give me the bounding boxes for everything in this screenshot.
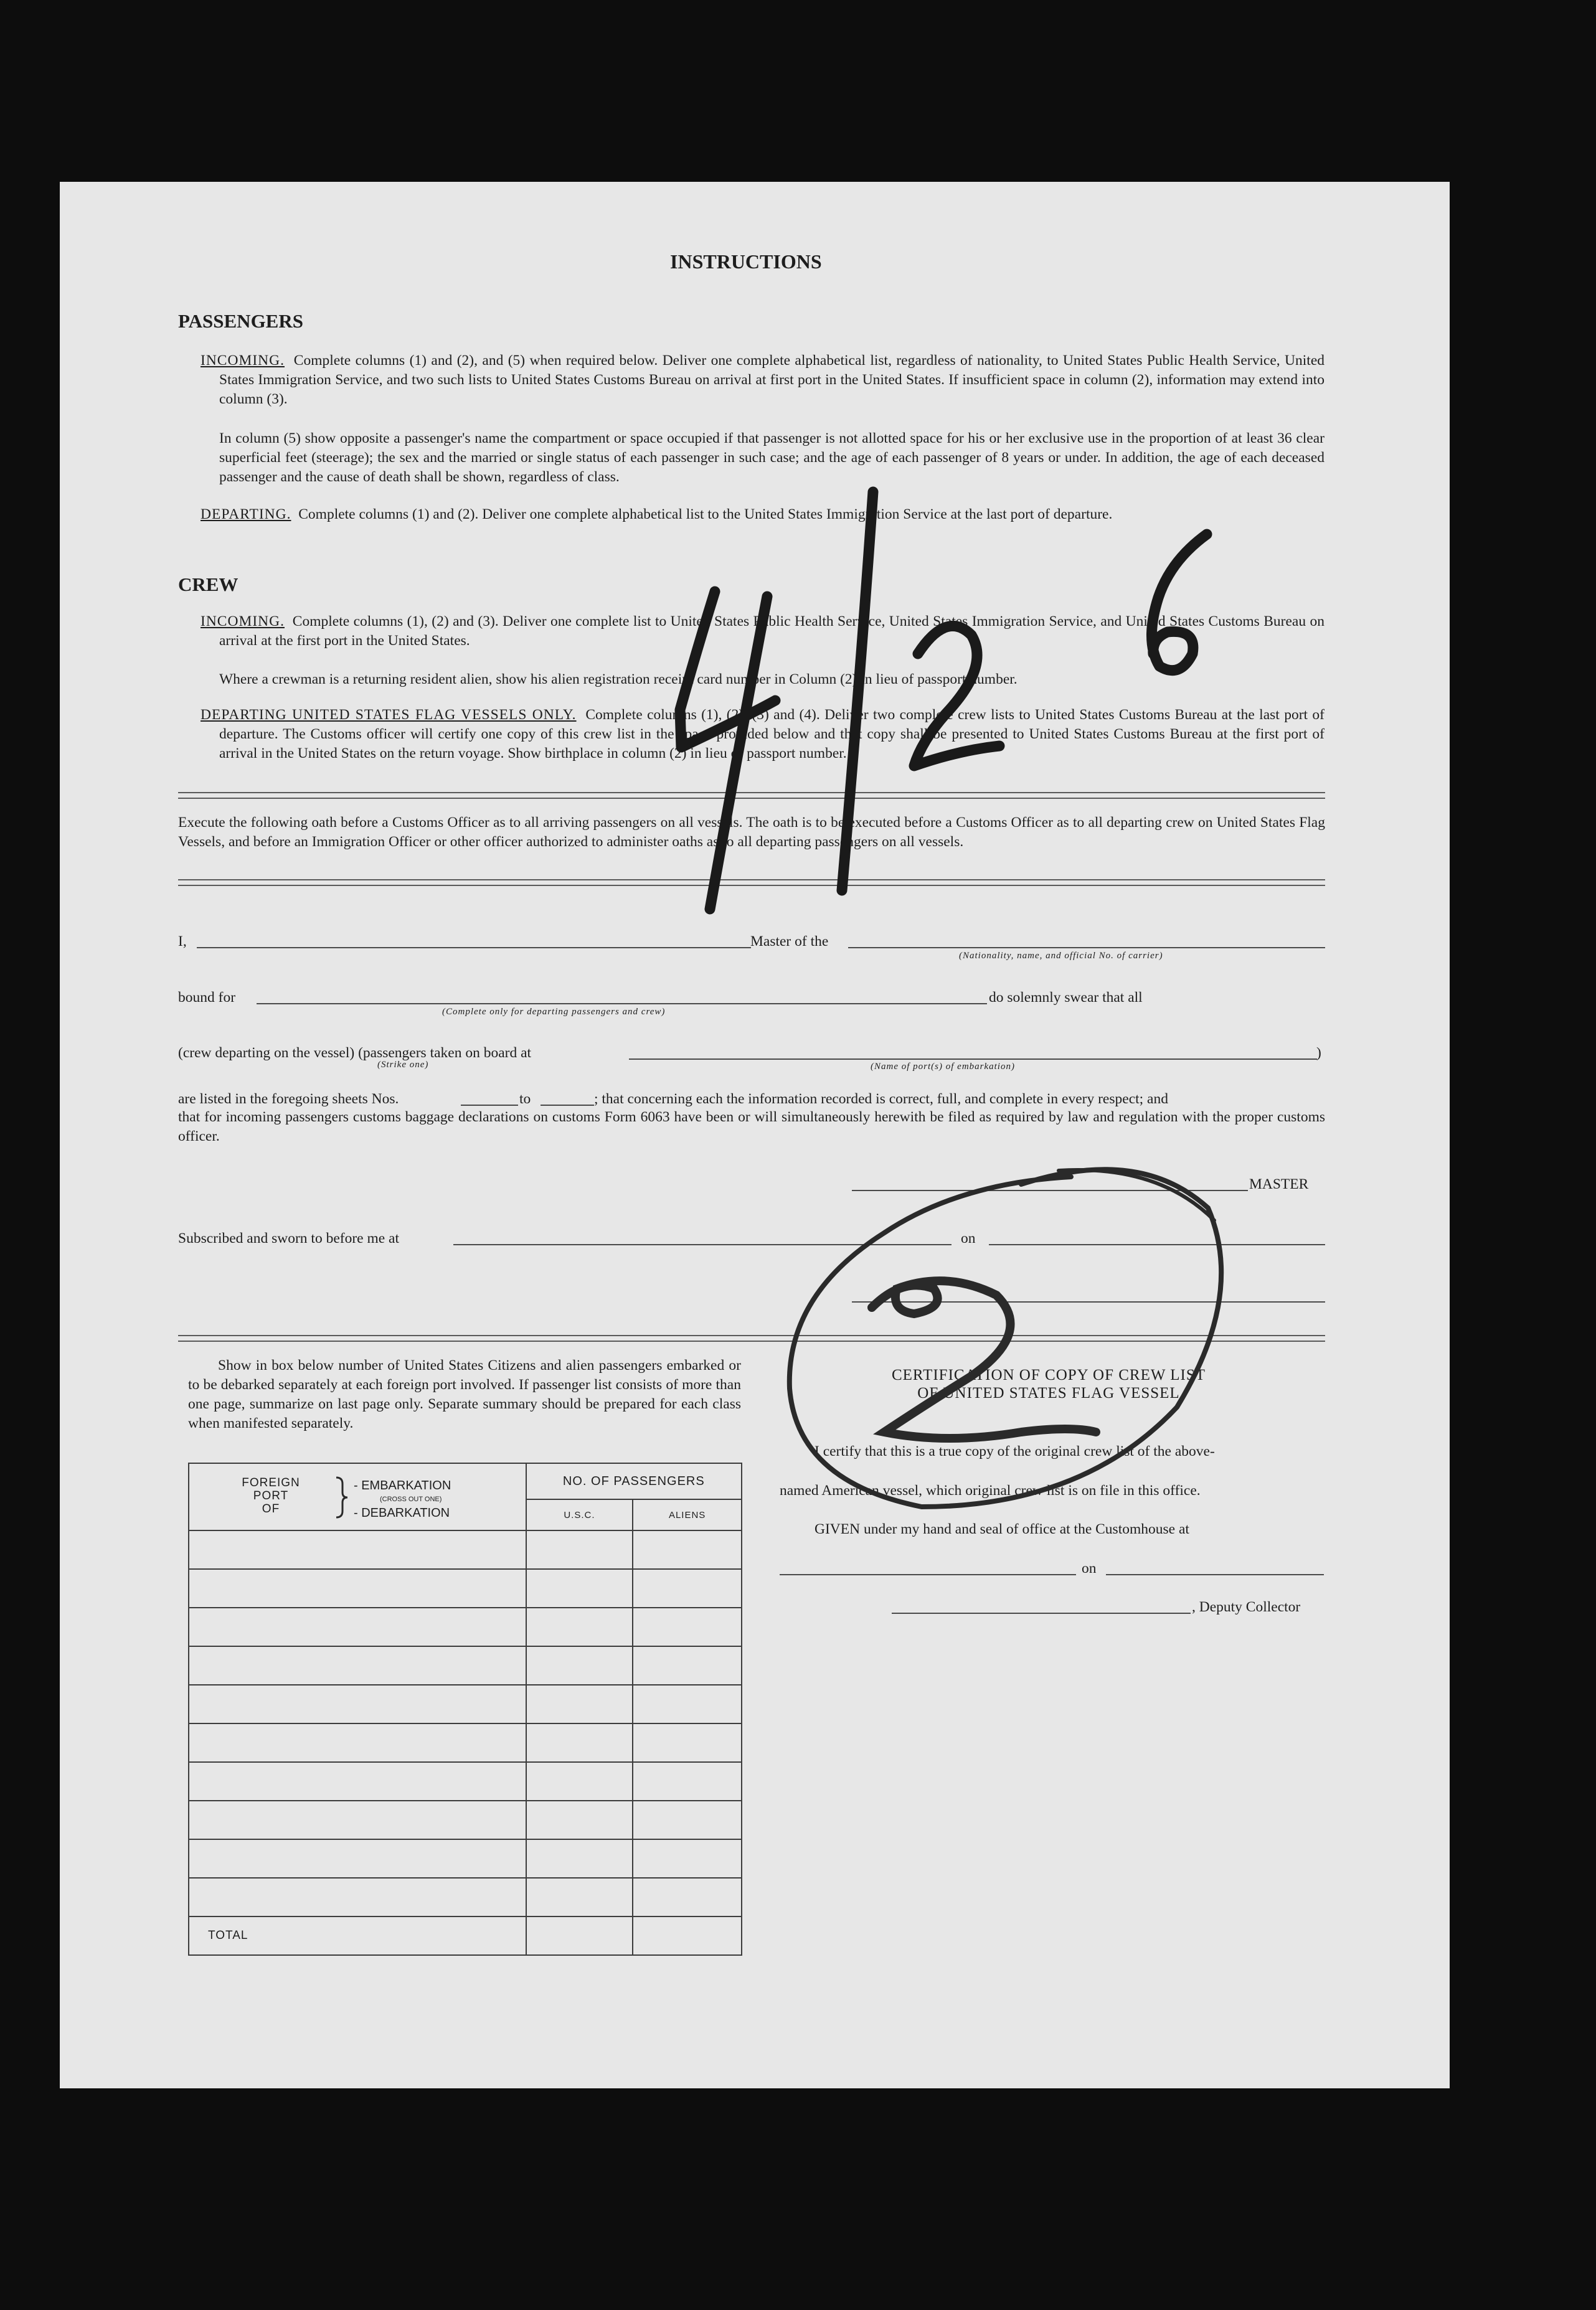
port-header-line: OF (262, 1502, 280, 1516)
close-paren: ) (1316, 1045, 1321, 1061)
certify-line-2: named American vessel, which original crew list is on file in this office. (780, 1483, 1201, 1499)
carrier-caption: (Nationality, name, and official No. of carrier) (959, 951, 1163, 961)
aliens-header: ALIENS (633, 1499, 742, 1530)
passengers-heading: PASSENGERS (178, 310, 303, 332)
handwritten-page-mark (680, 492, 1207, 909)
passengers-departing-label: DEPARTING. (201, 506, 291, 522)
crew-incoming-text: Complete columns (1), (2) and (3). Deliver one complete list to United States Public Health Service, United States Immigration Service, and United States Customs Bureau on arrival at the first port in the United States. (219, 613, 1324, 649)
crew-heading: CREW (178, 573, 238, 595)
column5-paragraph: In column (5) show opposite a passenger's name the compartment or space occupied if that passenger is not allotted space for his or her exclusive use in the proportion of at least 36 clear superficial feet (steerage); the sex and the married or single status of each passenger in such case; and the age of each passenger of 8 years or under. In addition, the age of each deceased passenger and the cause of death shall be shown, regardless of class. (219, 430, 1324, 485)
certification-heading-line-1: CERTIFICATION OF COPY OF CREW LIST (891, 1367, 1206, 1384)
total-label: TOTAL (189, 1916, 526, 1955)
listed-suffix: ; that concerning each the information recorded is correct, full, and complete in every respect; and (594, 1091, 1168, 1107)
certification-heading-line-2: OF UNITED STATES FLAG VESSEL (917, 1385, 1180, 1402)
crew-incoming-label: INCOMING. (201, 613, 285, 629)
bound-for-label: bound for (178, 989, 236, 1006)
crew-flag-text: Complete columns (1), (2), (3) and (4). Deliver two complete crew lists to United States Customs Bureau at the last port of departure. The Customs officer will certify one copy of this crew list in the space provided below and that copy shall be presented to United States Customs Bureau at the first port of arrival in the United States on the return voyage. Show birthplace in column (2) in lieu of passport number. (219, 707, 1325, 761)
to-label: to (519, 1091, 531, 1107)
master-of-label: Master of the (750, 933, 829, 950)
port-header-line: PORT (253, 1489, 289, 1502)
oath-i-label: I, (178, 933, 187, 950)
circled-number-icon (790, 1169, 1221, 1507)
page-title: INSTRUCTIONS (670, 250, 822, 273)
listed-prefix: are listed in the foregoing sheets Nos. (178, 1091, 399, 1107)
passengers-departing-text: Complete columns (1) and (2). Deliver one complete alphabetical list to the United States Immigration Service at the last port of departure. (298, 506, 1113, 522)
embarkation-option[interactable]: - EMBARKATION (354, 1479, 451, 1492)
summary-intro: Show in box below number of United States Citizens and alien passengers embarked or to be debarked separately at each foreign port involved. If passenger list consists of more than one page, summarize on last page only. Separate summary should be prepared for each class when manifested separately. (188, 1357, 741, 1431)
port-header-line: FOREIGN (242, 1476, 300, 1489)
debarkation-option[interactable]: - DEBARKATION (354, 1506, 450, 1520)
sworn-on-label: on (961, 1230, 976, 1247)
deputy-collector-label: , Deputy Collector (1192, 1599, 1301, 1615)
passengers-incoming-label: INCOMING. (201, 352, 285, 369)
subscribed-label: Subscribed and sworn to before me at (178, 1230, 400, 1247)
certify-line-1: I certify that this is a true copy of the original crew list of the above- (815, 1443, 1215, 1459)
crew-flag-label: DEPARTING UNITED STATES FLAG VESSELS ONLY. (201, 707, 577, 723)
usc-header: U.S.C. (526, 1499, 633, 1530)
strike-one-caption: (Strike one) (377, 1060, 429, 1070)
given-text: GIVEN under my hand and seal of office at the Customhouse at (815, 1521, 1189, 1537)
passengers-incoming-text: Complete columns (1) and (2), and (5) when required below. Deliver one complete alphabetical list, regardless of nationality, to United States Public Health Service, United States Immigration Service, and two such lists to United States Customs Bureau on arrival at first port in the United States. If insufficient space in column (2), information may extend into column (3). (219, 352, 1325, 407)
listed-rest: that for incoming passengers customs baggage declarations on customs Form 6063 have been or will simultaneously herewith be filed as required by law and regulation with the proper customs officer. (178, 1109, 1325, 1144)
crew-alien-paragraph: Where a crewman is a returning resident alien, show his alien registration receipt card number in Column (2) in lieu of passport number. (219, 671, 1018, 687)
given-on-label: on (1082, 1560, 1097, 1577)
cross-out-note: (CROSS OUT ONE) (380, 1496, 442, 1503)
swear-text: do solemnly swear that all (989, 989, 1143, 1006)
oath-intro: Execute the following oath before a Customs Officer as to all arriving passengers on all vessels. The oath is to be executed before a Customs Officer as to all departing crew on United States Flag Vessels, and before an Immigration Officer or other officer authorized to administer oaths as to all departing passengers on all vessels. (178, 814, 1325, 850)
bound-caption: (Complete only for departing passengers and crew) (442, 1007, 666, 1017)
no-passengers-header: NO. OF PASSENGERS (526, 1463, 742, 1499)
ports-caption: (Name of port(s) of embarkation) (871, 1062, 1015, 1072)
master-label: MASTER (1249, 1176, 1309, 1192)
crew-departing-text: (crew departing on the vessel) (passengers taken on board at (178, 1045, 532, 1061)
